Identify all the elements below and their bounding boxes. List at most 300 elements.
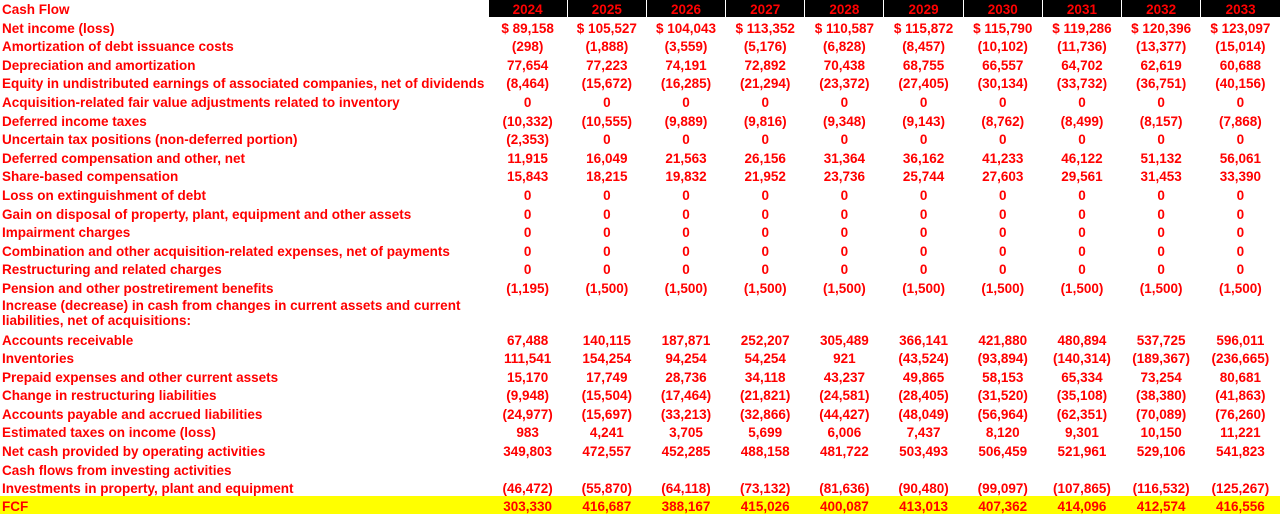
row-label: Combination and other acquisition-related expenses, net of payments <box>2 243 450 259</box>
cell-value: 0 <box>1236 187 1245 203</box>
cell-value: 421,880 <box>978 332 1028 348</box>
row-label: Depreciation and amortization <box>2 57 196 73</box>
cell-value: 0 <box>761 132 769 148</box>
cell-value: 0 <box>840 243 849 259</box>
table-row <box>0 184 1280 203</box>
year-header: 2026 <box>646 0 725 17</box>
cell-value: (1,500) <box>1139 280 1183 296</box>
cell-value: 0 <box>999 94 1007 110</box>
cell-value <box>963 459 1042 478</box>
cell-value: (33,213) <box>660 406 712 422</box>
cell-value: 62,619 <box>1140 57 1182 73</box>
table-row <box>0 403 1280 422</box>
cell-value: (125,267) <box>1211 481 1270 497</box>
cell-value: (15,672) <box>581 76 632 92</box>
cell-value: (30,134) <box>977 76 1028 92</box>
cell-value: 34,118 <box>744 369 786 385</box>
fcf-value: 416,556 <box>1215 499 1265 515</box>
cell-value: (140,314) <box>1053 351 1111 367</box>
cell-value: 0 <box>1078 187 1086 203</box>
cell-value: (24,977) <box>502 406 553 422</box>
cell-value: (8,464) <box>506 76 550 92</box>
cell-value: 28,736 <box>665 369 707 385</box>
cell-value: (1,500) <box>981 280 1025 296</box>
cell-value <box>646 296 725 329</box>
cell-value: 0 <box>1078 225 1086 241</box>
cell-value: 0 <box>999 225 1007 241</box>
cell-value: (55,870) <box>581 481 632 497</box>
cell-value: (116,532) <box>1132 481 1190 497</box>
cell-value: 77,654 <box>506 57 549 73</box>
cell-value: (23,372) <box>819 76 870 92</box>
fcf-value: 400,087 <box>819 499 869 515</box>
cell-value: 983 <box>516 425 539 441</box>
table-row <box>0 422 1280 441</box>
cell-value <box>1122 459 1201 478</box>
cell-value: (1,500) <box>823 280 866 296</box>
cell-value: 0 <box>682 132 690 148</box>
cell-value: (9,816) <box>743 113 787 129</box>
cell-value: (27,405) <box>898 76 949 92</box>
cell-value: $ 120,396 <box>1131 20 1192 36</box>
row-label: Equity in undistributed earnings of associated companies, net of dividends <box>2 76 485 92</box>
cell-value <box>884 296 963 329</box>
table-row <box>0 203 1280 222</box>
cell-value: 77,223 <box>586 57 628 73</box>
year-header: 2031 <box>1042 0 1121 17</box>
cell-value: 0 <box>682 262 690 278</box>
cell-value: 0 <box>919 262 928 278</box>
year-header: 2029 <box>884 0 963 17</box>
cell-value: 41,233 <box>982 150 1024 166</box>
row-label: Share-based compensation <box>2 169 179 185</box>
cell-value: $ 110,587 <box>814 20 875 36</box>
cell-value: (62,351) <box>1056 406 1108 422</box>
cell-value: (236,665) <box>1211 351 1270 367</box>
cell-value: $ 113,352 <box>735 20 795 36</box>
cell-value: (1,500) <box>743 280 787 296</box>
cell-value <box>488 296 567 329</box>
cell-value: (40,156) <box>1215 76 1266 92</box>
cell-value <box>1201 296 1280 329</box>
cell-value: 0 <box>840 187 849 203</box>
cell-value: 349,803 <box>503 444 553 460</box>
cell-value: 0 <box>919 132 928 148</box>
cell-value: 481,722 <box>819 444 869 460</box>
cell-value: 0 <box>1157 225 1165 241</box>
cell-value: (90,480) <box>898 481 949 497</box>
cell-value: 66,557 <box>982 57 1024 73</box>
cell-value: 0 <box>1078 94 1086 110</box>
cell-value: 0 <box>919 94 928 110</box>
cell-value: 0 <box>603 225 611 241</box>
cell-value: 488,158 <box>740 444 790 460</box>
row-label: Prepaid expenses and other current assets <box>2 369 279 385</box>
cell-value: 0 <box>919 187 928 203</box>
cell-value <box>646 459 725 478</box>
cell-value: 18,215 <box>586 169 628 185</box>
cell-value: 0 <box>603 94 611 110</box>
cell-value: 0 <box>919 225 928 241</box>
cell-value: (10,102) <box>977 39 1028 55</box>
cell-value: $ 105,527 <box>576 20 637 36</box>
cell-value: 0 <box>523 206 532 222</box>
cell-value: 15,843 <box>506 169 549 185</box>
cell-value: 521,961 <box>1057 444 1107 460</box>
cell-value: 21,952 <box>744 169 786 185</box>
cell-value: (28,405) <box>898 388 949 404</box>
cell-value: 21,563 <box>665 150 707 166</box>
table-row <box>0 129 1280 148</box>
row-label: Net income (loss) <box>2 20 115 36</box>
cell-value: (38,380) <box>1135 388 1187 404</box>
cell-value: 0 <box>761 187 769 203</box>
cell-value: 0 <box>603 187 611 203</box>
cell-value: 54,254 <box>744 351 786 367</box>
cell-value: 5,699 <box>748 425 783 441</box>
cell-value: $ 104,043 <box>655 20 717 36</box>
row-label: Uncertain tax positions (non-deferred portion) <box>2 132 298 148</box>
cell-value: $ 89,158 <box>501 20 554 36</box>
row-label: Gain on disposal of property, plant, equipment and other assets <box>2 206 412 222</box>
cell-value: (17,464) <box>660 388 712 404</box>
cell-value: 305,489 <box>819 332 869 348</box>
cell-value: 27,603 <box>982 169 1024 185</box>
table-row <box>0 459 1280 478</box>
cell-value: 36,162 <box>902 150 945 166</box>
table-row <box>0 329 1280 348</box>
cell-value: 0 <box>523 225 532 241</box>
cell-value: 0 <box>1157 243 1165 259</box>
row-label: Net cash provided by operating activities <box>2 444 266 460</box>
cell-value: 0 <box>1078 206 1086 222</box>
year-header: 2025 <box>567 0 646 17</box>
cell-value: (33,732) <box>1056 76 1108 92</box>
cell-value: (1,500) <box>664 280 708 296</box>
cell-value: 72,892 <box>744 57 786 73</box>
cell-value: (15,697) <box>581 406 632 422</box>
cell-value: (73,132) <box>740 481 791 497</box>
cell-value: 0 <box>1157 94 1165 110</box>
table-row <box>0 147 1280 166</box>
cell-value <box>567 296 646 329</box>
cell-value <box>963 296 1042 329</box>
cell-value: 0 <box>919 206 928 222</box>
cell-value: (1,500) <box>585 280 629 296</box>
cell-value: 56,061 <box>1219 150 1262 166</box>
cell-value: (48,049) <box>898 406 949 422</box>
cell-value: (32,866) <box>740 406 791 422</box>
cell-value: (8,499) <box>1060 113 1104 129</box>
cell-value: 0 <box>523 94 532 110</box>
cell-value: 64,702 <box>1061 57 1103 73</box>
cell-value: 6,006 <box>827 425 862 441</box>
cell-value: (43,524) <box>898 351 949 367</box>
table-row <box>0 259 1280 278</box>
cell-value: 0 <box>1236 206 1245 222</box>
cell-value: 0 <box>523 243 532 259</box>
row-label: Deferred income taxes <box>2 113 147 129</box>
cell-value: 0 <box>840 94 849 110</box>
cell-value: 140,115 <box>582 332 631 348</box>
cell-value <box>726 459 805 478</box>
cell-value: 49,865 <box>902 369 945 385</box>
cell-value: 0 <box>1078 243 1086 259</box>
cell-value: (35,108) <box>1056 388 1108 404</box>
cell-value: 11,915 <box>507 150 548 166</box>
cell-value: 9,301 <box>1065 425 1099 441</box>
cell-value: 0 <box>1157 262 1165 278</box>
cell-value: 111,541 <box>503 351 552 367</box>
fcf-value: 407,362 <box>978 499 1028 515</box>
cell-value: 0 <box>603 243 611 259</box>
cell-value: 68,755 <box>902 57 945 73</box>
cell-value: (9,889) <box>664 113 708 129</box>
cell-value: 0 <box>1157 206 1165 222</box>
table-row <box>0 73 1280 92</box>
cell-value: 0 <box>999 187 1007 203</box>
cell-value: 0 <box>603 132 611 148</box>
cell-value: (15,504) <box>581 388 632 404</box>
table-row <box>0 385 1280 404</box>
cell-value: 94,254 <box>665 351 707 367</box>
cell-value: 7,437 <box>906 425 941 441</box>
cell-value: (15,014) <box>1215 39 1266 55</box>
cell-value: 0 <box>761 262 769 278</box>
cell-value: (13,377) <box>1135 39 1187 55</box>
cell-value <box>1122 296 1201 329</box>
cell-value: (6,828) <box>823 39 866 55</box>
table-row <box>0 91 1280 110</box>
fcf-value: 414,096 <box>1057 499 1107 515</box>
cell-value: 0 <box>1078 132 1086 148</box>
cell-value: (21,294) <box>740 76 791 92</box>
cell-value <box>726 296 805 329</box>
table-row <box>0 478 1280 497</box>
row-label: Increase (decrease) in cash from changes in current assets and current liabilities, net of acquisitions: <box>2 297 461 329</box>
cell-value: (8,762) <box>981 113 1025 129</box>
cell-value: 16,049 <box>586 150 628 166</box>
cell-value: (46,472) <box>502 481 553 497</box>
table-row <box>0 17 1280 36</box>
cell-value: 0 <box>1236 243 1245 259</box>
cell-value <box>567 459 646 478</box>
table-row <box>0 36 1280 55</box>
cell-value: (41,863) <box>1215 388 1266 404</box>
cell-value: 596,011 <box>1216 332 1265 348</box>
fcf-value: 412,574 <box>1136 499 1186 515</box>
year-header: 2033 <box>1201 0 1280 17</box>
cell-value: 921 <box>833 351 856 367</box>
fcf-row <box>0 496 1280 514</box>
cell-value: 0 <box>840 225 849 241</box>
cell-value: 506,459 <box>978 444 1028 460</box>
cell-value: (189,367) <box>1132 351 1191 367</box>
fcf-value: 416,687 <box>582 499 632 515</box>
cell-value: 0 <box>1236 94 1245 110</box>
table-row <box>0 296 1280 329</box>
row-label: Pension and other postretirement benefits <box>2 280 274 296</box>
row-label: Change in restructuring liabilities <box>2 388 217 404</box>
cell-value: 537,725 <box>1136 332 1186 348</box>
cell-value: 0 <box>999 243 1007 259</box>
cell-value: (298) <box>511 39 544 55</box>
table-row <box>0 110 1280 129</box>
cell-value: (44,427) <box>819 406 870 422</box>
cell-value: 452,285 <box>661 444 711 460</box>
cell-value: $ 115,790 <box>973 20 1033 36</box>
cell-value: (5,176) <box>743 39 787 55</box>
cell-value: (24,581) <box>819 388 870 404</box>
cell-value: 4,241 <box>589 425 624 441</box>
cell-value: 0 <box>682 94 690 110</box>
table-row <box>0 348 1280 367</box>
cell-value: $ 115,872 <box>893 20 954 36</box>
cell-value: 43,237 <box>823 369 866 385</box>
cell-value: (10,332) <box>502 113 553 129</box>
cell-value: 15,170 <box>506 369 549 385</box>
cell-value: 0 <box>999 262 1007 278</box>
cell-value: (36,751) <box>1135 76 1187 92</box>
cell-value: (93,894) <box>977 351 1028 367</box>
cell-value: 0 <box>682 206 690 222</box>
row-label: Acquisition-related fair value adjustments related to inventory <box>2 94 400 110</box>
cell-value: 0 <box>999 132 1007 148</box>
cell-value: 25,744 <box>902 169 945 185</box>
fcf-value: 303,330 <box>503 499 553 515</box>
cell-value: 31,364 <box>823 150 866 166</box>
row-label: Accounts payable and accrued liabilities <box>2 406 263 422</box>
cell-value: (16,285) <box>660 76 712 92</box>
cell-value: 58,153 <box>982 369 1024 385</box>
year-header: 2030 <box>963 0 1042 17</box>
header-row <box>0 0 1280 17</box>
cell-value: 51,132 <box>1140 150 1182 166</box>
cell-value: (9,143) <box>902 113 945 129</box>
cell-value: 503,493 <box>899 444 948 460</box>
fcf-value: 388,167 <box>661 499 711 515</box>
fcf-value: 413,013 <box>899 499 948 515</box>
cell-value <box>1042 459 1121 478</box>
year-header: 2027 <box>726 0 805 17</box>
cell-value: 0 <box>840 132 849 148</box>
cell-value: 0 <box>840 262 849 278</box>
fcf-value: 415,026 <box>740 499 790 515</box>
cell-value <box>805 296 884 329</box>
cell-value: (1,500) <box>1060 280 1104 296</box>
cell-value: (10,555) <box>581 113 632 129</box>
cell-value: 0 <box>840 206 849 222</box>
cell-value: 0 <box>919 243 928 259</box>
year-header: 2032 <box>1122 0 1201 17</box>
cell-value: 67,488 <box>506 332 549 348</box>
cell-value <box>1042 296 1121 329</box>
cell-value: 33,390 <box>1219 169 1262 185</box>
row-label: Amortization of debt issuance costs <box>2 39 234 55</box>
row-label: Investments in property, plant and equipment <box>2 481 294 497</box>
cell-value: 11,221 <box>1220 425 1261 441</box>
cell-value: $ 123,097 <box>1210 20 1271 36</box>
cell-value: 10,150 <box>1140 425 1182 441</box>
cell-value: 0 <box>999 206 1007 222</box>
cell-value: 0 <box>603 262 611 278</box>
cell-value: 187,871 <box>661 332 711 348</box>
cell-value: (76,260) <box>1215 406 1266 422</box>
cell-value: (1,500) <box>1218 280 1262 296</box>
cell-value: 46,122 <box>1061 150 1103 166</box>
cell-value: 19,832 <box>665 169 707 185</box>
row-label: Loss on extinguishment of debt <box>2 187 207 203</box>
cell-value: 0 <box>761 225 769 241</box>
cell-value: (107,865) <box>1053 481 1111 497</box>
cell-value: 529,106 <box>1136 444 1186 460</box>
table-row <box>0 440 1280 459</box>
cell-value: 0 <box>523 262 532 278</box>
cell-value: 252,207 <box>740 332 790 348</box>
cell-value: 60,688 <box>1219 57 1262 73</box>
cell-value: (70,089) <box>1135 406 1187 422</box>
table-row <box>0 54 1280 73</box>
cell-value: 70,438 <box>823 57 866 73</box>
cell-value <box>1201 459 1280 478</box>
cell-value: 0 <box>603 206 611 222</box>
row-label: Cash flows from investing activities <box>2 462 232 478</box>
cell-value: 0 <box>1157 132 1165 148</box>
year-header: 2028 <box>805 0 884 17</box>
cell-value: 0 <box>682 243 690 259</box>
table-row <box>0 240 1280 259</box>
cell-value: 74,191 <box>665 57 707 73</box>
cell-value: 480,894 <box>1057 332 1107 348</box>
cell-value: 0 <box>1236 132 1245 148</box>
cell-value: (8,457) <box>902 39 945 55</box>
cell-value <box>884 459 963 478</box>
cell-value: 0 <box>761 206 769 222</box>
cell-value: 0 <box>523 187 532 203</box>
cell-value: (99,097) <box>977 481 1028 497</box>
table-row <box>0 166 1280 185</box>
cell-value: 0 <box>761 94 769 110</box>
cell-value: 3,705 <box>669 425 703 441</box>
row-label: Estimated taxes on income (loss) <box>2 425 216 441</box>
table-title: Cash Flow <box>2 2 70 17</box>
row-label: Deferred compensation and other, net <box>2 150 246 166</box>
cell-value: (31,520) <box>977 388 1028 404</box>
cell-value: 0 <box>682 187 690 203</box>
cell-value: 0 <box>1236 262 1245 278</box>
cell-value: (81,636) <box>819 481 870 497</box>
cell-value <box>488 459 567 478</box>
cell-value: 472,557 <box>582 444 632 460</box>
cell-value: 0 <box>1157 187 1165 203</box>
cell-value: (7,868) <box>1218 113 1262 129</box>
cell-value: 0 <box>682 225 690 241</box>
cell-value: 0 <box>761 243 769 259</box>
cell-value: (1,500) <box>902 280 945 296</box>
row-label: Inventories <box>2 351 75 367</box>
table-row <box>0 366 1280 385</box>
cell-value: 26,156 <box>744 150 786 166</box>
cell-value: 29,561 <box>1061 169 1103 185</box>
cell-value: 65,334 <box>1061 369 1103 385</box>
cell-value: 0 <box>1078 262 1086 278</box>
cell-value: 154,254 <box>582 351 632 367</box>
cell-value: (21,821) <box>740 388 791 404</box>
cell-value: (2,353) <box>506 132 550 148</box>
row-label: FCF <box>2 499 29 515</box>
cell-value: 23,736 <box>823 169 866 185</box>
table-row <box>0 222 1280 241</box>
